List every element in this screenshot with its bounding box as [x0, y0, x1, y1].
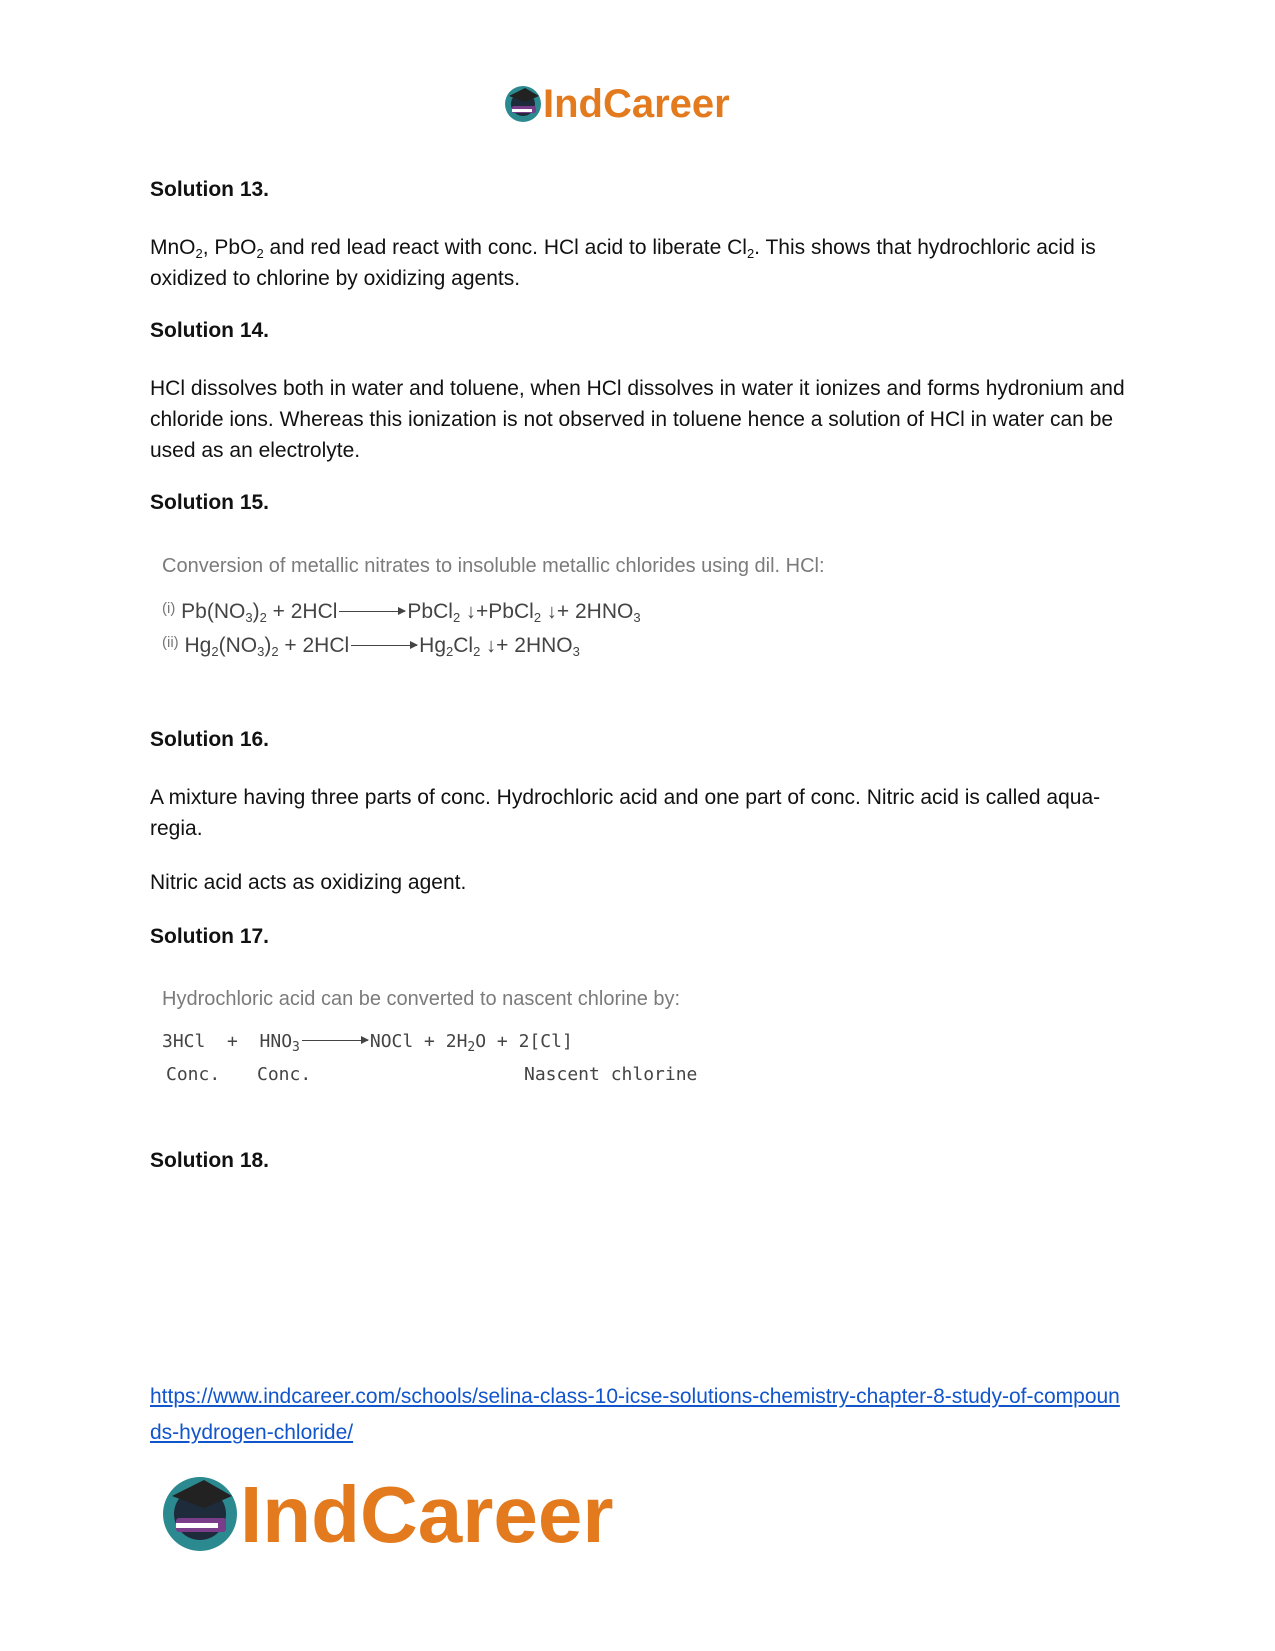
equation-1: $^{(i)}$ $Pb(NO_3)_2 + 2HCl$ PbCl$_2$ ↓+PbCl$_2$ ↓+ $2HNO_3$ [162, 600, 641, 625]
svg-text:IndCareer: IndCareer [543, 82, 730, 126]
solution-15-figure [162, 555, 825, 658]
indcareer-logo-top [503, 80, 773, 128]
solution-18-heading: Solution 18. [150, 1149, 270, 1172]
label-conc-hno3: Conc. [257, 1064, 312, 1085]
label-conc-hcl: Conc. [166, 1064, 221, 1085]
equation-2: $^{(ii)}$ $Hg_2(NO_3)_2 + 2HCl$ $Hg_2Cl_2$ ↓+ $2HNO_3$ [162, 634, 580, 659]
indcareer-logo-bottom [160, 1464, 700, 1560]
figure-title: Hydrochloric acid can be converted to nascent chlorine by: [162, 988, 681, 1010]
solution-16-text: A mixture having three parts of conc. Hydrochloric acid and one part of conc. Nitric acid is called aqua-regia. [150, 786, 1101, 840]
solution-14-heading: Solution 14. [150, 319, 270, 342]
solution-17-figure [162, 988, 698, 1088]
solution-15-heading: Solution 15. [150, 491, 270, 514]
label-nascent-chlorine: Nascent chlorine [524, 1064, 698, 1085]
svg-text:IndCareer: IndCareer [240, 1470, 614, 1559]
equation-3-labels [162, 1064, 698, 1088]
reaction-arrow [339, 611, 405, 612]
solution-17-heading: Solution 17. [150, 925, 270, 948]
figure-title: Conversion of metallic nitrates to insoluble metallic chlorides using dil. HCl: [162, 555, 825, 577]
reaction-arrow [302, 1040, 368, 1041]
reaction-arrow [351, 645, 417, 646]
solution-13-heading: Solution 13. [150, 178, 270, 201]
solution-16-heading: Solution 16. [150, 728, 270, 751]
equation-3: $3HCl + HNO_3$ NOCl + $2H_2O + 2[Cl]$ [162, 1031, 573, 1055]
solution-14-text: HCl dissolves both in water and toluene, when HCl dissolves in water it ionizes and forms hydronium and chloride ions. Whereas this ionization is not observed in toluene hence a solution of HCl in water can be used as an electrolyte. [150, 377, 1125, 462]
solution-13-text: MnO$_2$, PbO$_2$ and red lead react with conc. HCl acid to liberate $Cl_2$. This shows that hydrochloric acid is oxidized to chlorine by oxidizing agents. [150, 236, 1096, 290]
source-url-link[interactable]: https://www.indcareer.com/schools/selina-class-10-icse-solutions-chemistry-chapter-8-study-of-compounds-hydrogen-chloride/ [150, 1385, 1120, 1444]
solution-16-text-2: Nitric acid acts as oxidizing agent. [150, 871, 467, 894]
